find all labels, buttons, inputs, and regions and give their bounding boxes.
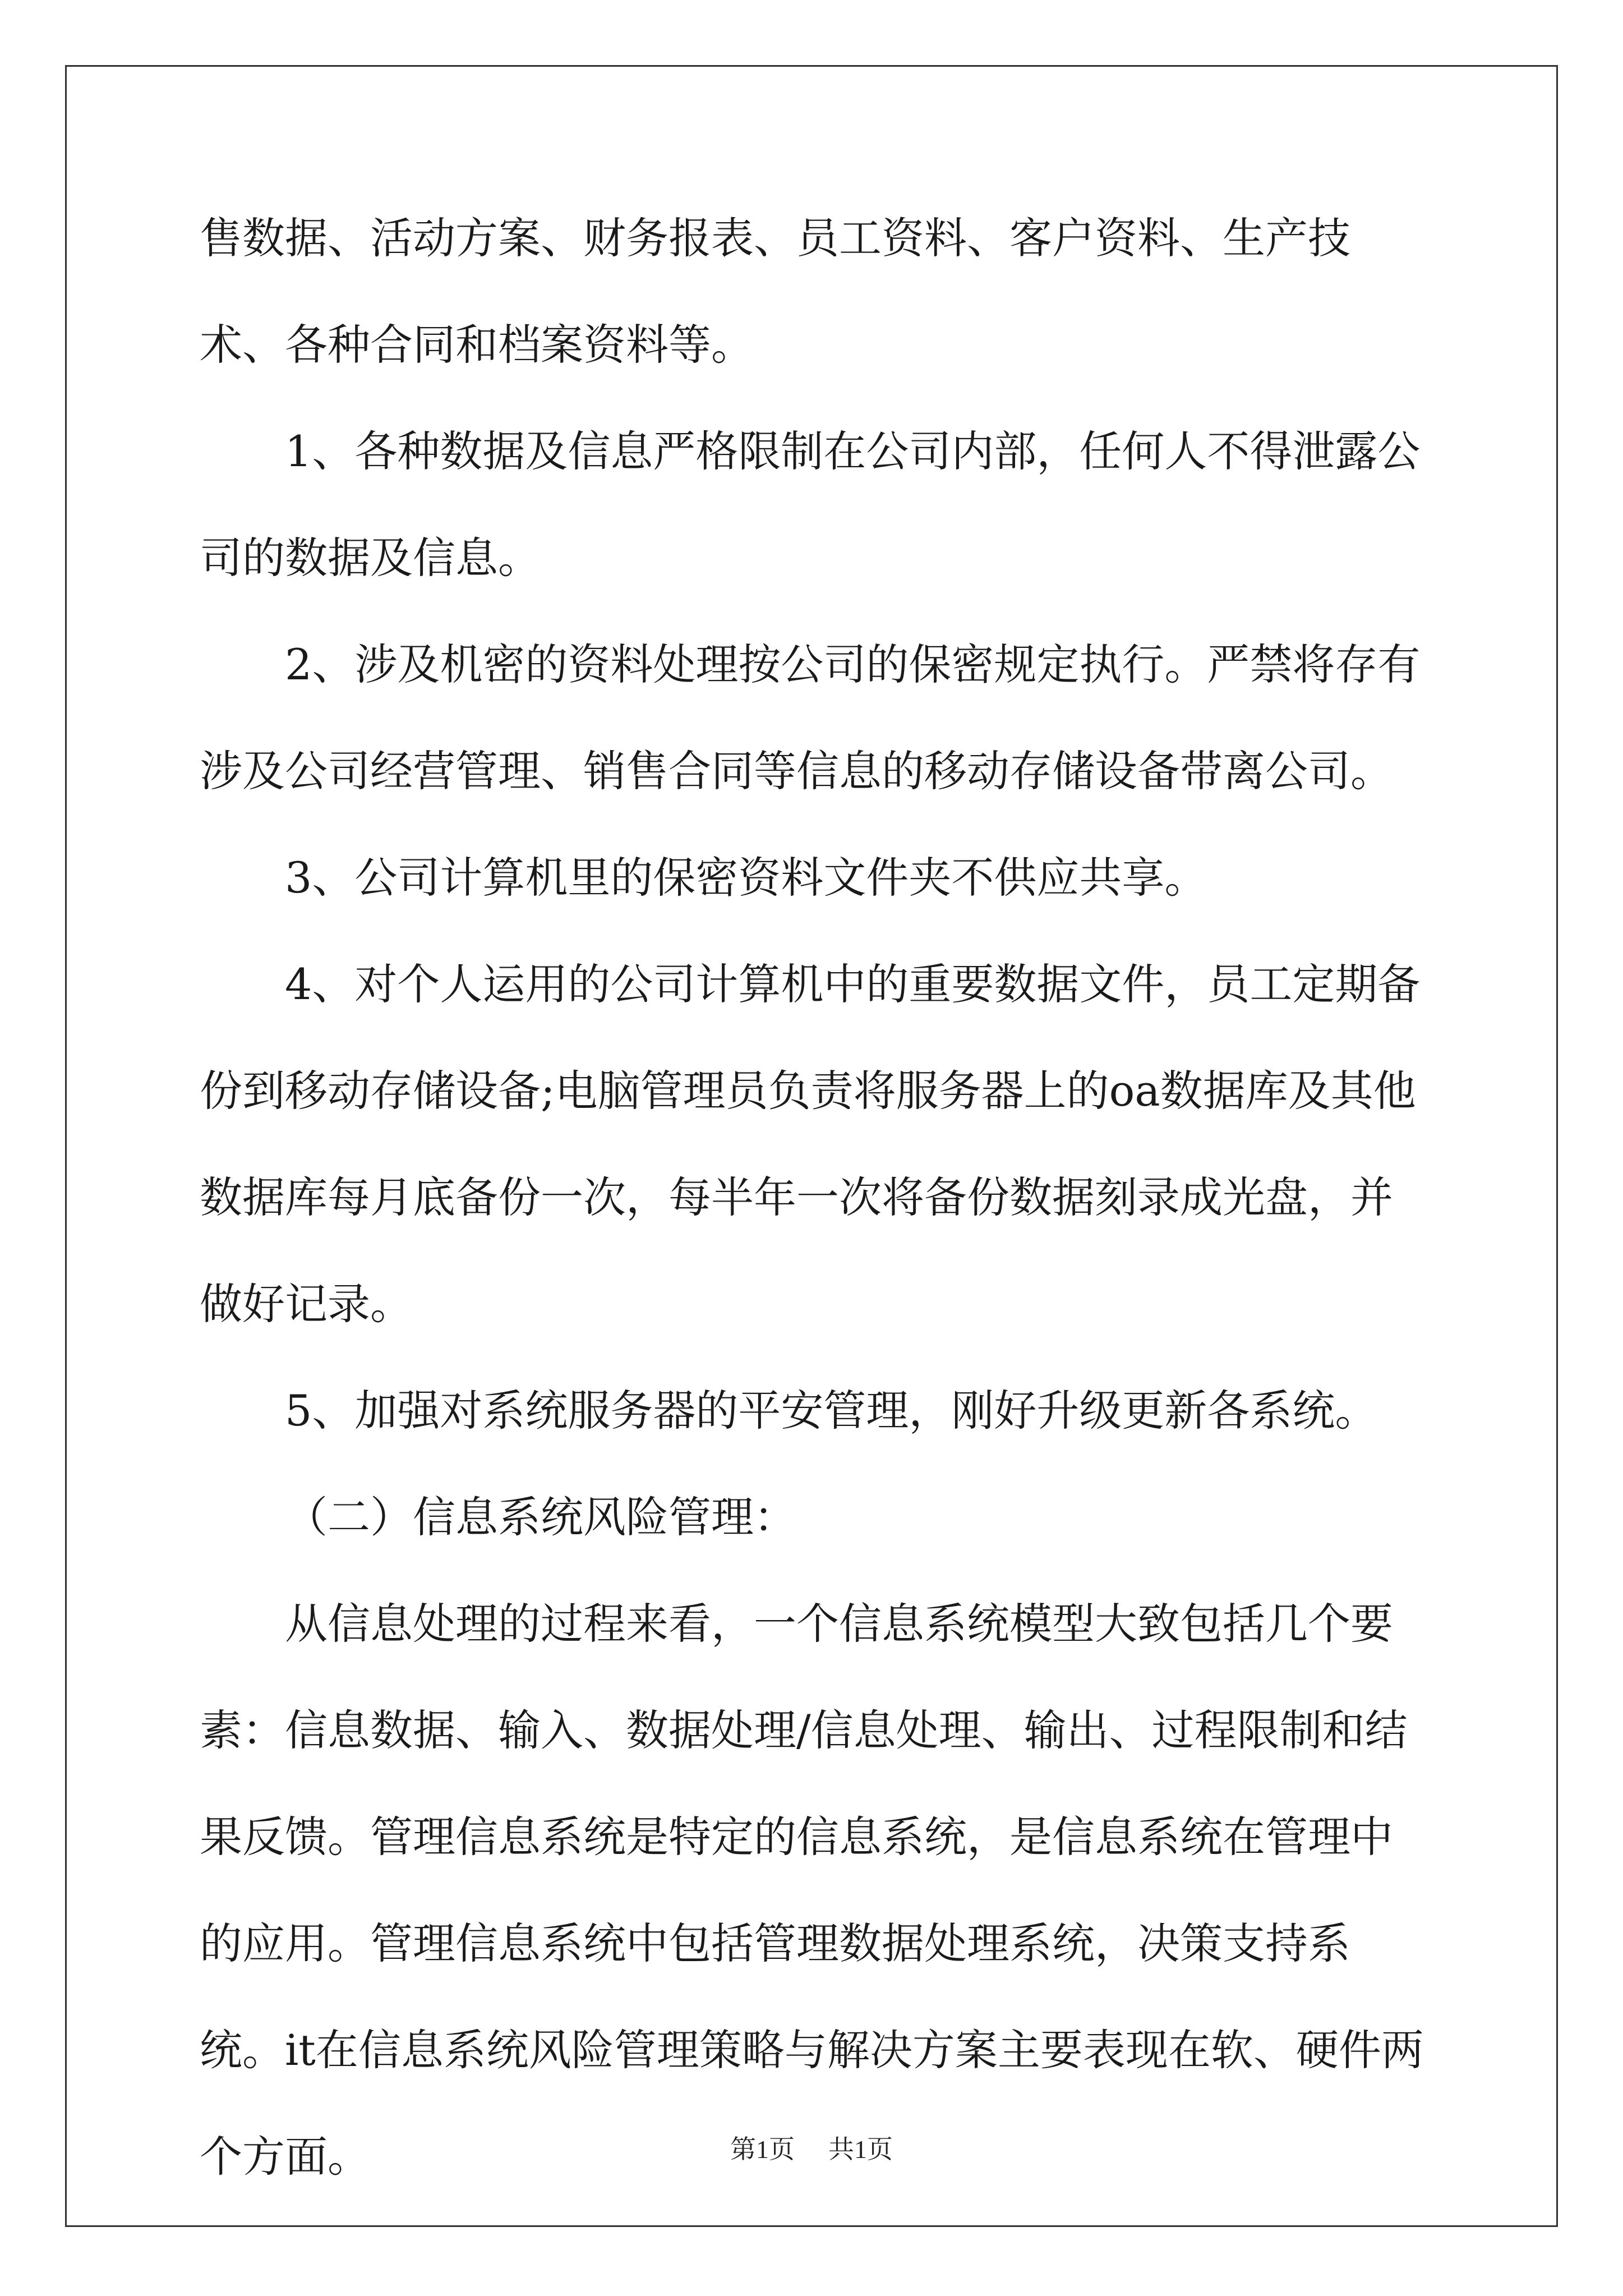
page-footer xyxy=(0,2133,1623,2166)
section-heading: （二）信息系统风险管理： xyxy=(285,1492,796,1542)
paragraph-continued: 售数据、活动方案、财务报表、员工资料、客户资料、生产技术、各种合同和档案资料等。 xyxy=(200,213,1350,370)
paragraph-item-3: 3、公司计算机里的保密资料文件夹不供应共享。 xyxy=(285,853,1207,903)
paragraph-body: 从信息处理的过程来看，一个信息系统模型大致包括几个要素：信息数据、输入、数据处理/信息处理、输出、过程限制和结果反馈。管理信息系统是特定的信息系统，是信息系统在管理中的应用。管理信息系统中包括管理数据处理系统，决策支持系统。it在信息系统风险管理策略与解决方案主要表现在软、硬件两个方面。 xyxy=(200,1599,1424,2182)
document-body xyxy=(200,185,1433,2210)
paragraph-item-5: 5、加强对系统服务器的平安管理，刚好升级更新各系统。 xyxy=(285,1386,1378,1435)
paragraph-item-4: 4、对个人运用的公司计算机中的重要数据文件，员工定期备份到移动存储设备;电脑管理员负责将服务器上的oa数据库及其他数据库每月底备份一次，每半年一次将备份数据刻录成光盘，并做好记录。 xyxy=(200,959,1421,1329)
page-number: 第1页 xyxy=(730,2135,795,2164)
paragraph-item-1: 1、各种数据及信息严格限制在公司内部，任何人不得泄露公司的数据及信息。 xyxy=(200,426,1421,583)
paragraph-item-2: 2、涉及机密的资料处理按公司的保密规定执行。严禁将存有涉及公司经营管理、销售合同等信息的移动存储设备带离公司。 xyxy=(200,639,1421,796)
page-total: 共1页 xyxy=(828,2135,893,2164)
